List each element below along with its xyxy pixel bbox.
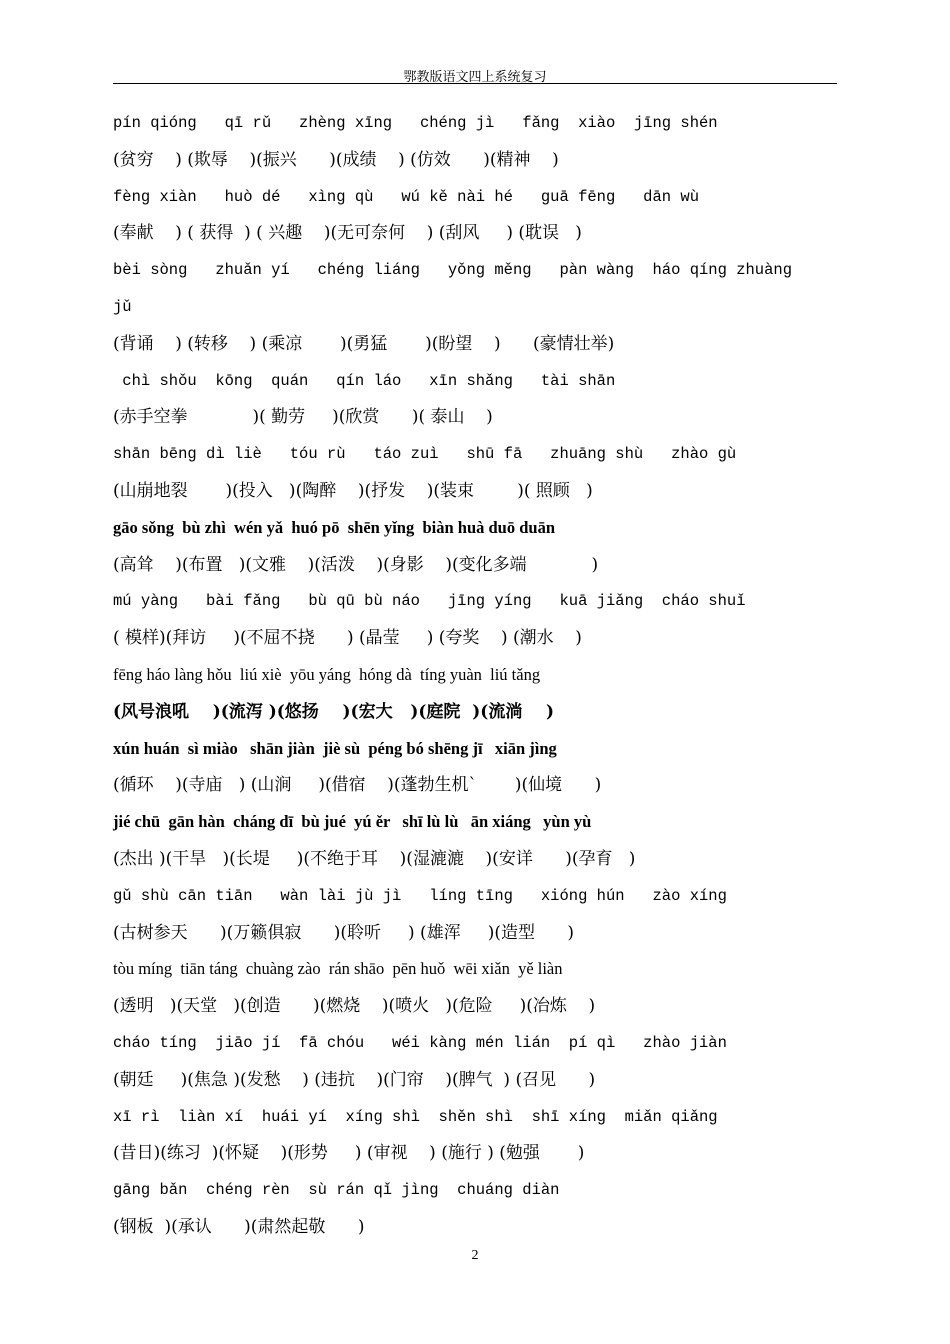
hanzi-line: (杰出 )(干旱 )(长堤 )(不绝于耳 )(湿漉漉 )(安详 )(孕育 )	[113, 849, 636, 869]
pinyin-line: bèi sòng zhuǎn yí chéng liáng yǒng měng pàn wàng háo qíng zhuàng	[113, 261, 793, 279]
hanzi-line: (古树参天 )(万籁俱寂 )(聆听 ) (雄浑 )(造型 )	[113, 923, 575, 943]
pinyin-line: xī rì liàn xí huái yí xíng shì shěn shì shī xíng miǎn qiǎng	[113, 1108, 718, 1126]
pinyin-line: chì shǒu kōng quán qín láo xīn shǎng tài shān	[113, 372, 616, 390]
hanzi-line: (高耸 )(布置 )(文雅 )(活泼 )(身影 )(变化多端 )	[113, 555, 599, 575]
page-header: 鄂教版语文四上系统复习	[403, 70, 547, 85]
pinyin-line: gǔ shù cān tiān wàn lài jù jì líng tīng xióng hún zào xíng	[113, 887, 727, 905]
hanzi-line: (透明 )(天堂 )(创造 )(燃烧 )(喷火 )(危险 )(冶炼 )	[113, 996, 596, 1016]
pinyin-line: shān bēng dì liè tóu rù táo zuì shū fā zhuāng shù zhào gù	[113, 445, 737, 463]
hanzi-line: (奉献 ) ( 获得 ) ( 兴趣 )(无可奈何 ) (刮风 ) (耽误 )	[113, 223, 582, 243]
pinyin-line: gāo sǒng bù zhì wén yǎ huó pō shēn yǐng biàn huà duō duān	[113, 518, 556, 537]
hanzi-line: (贫穷 ) (欺辱 )(振兴 )(成绩 ) (仿效 )(精神 )	[113, 150, 559, 170]
hanzi-line: (山崩地裂 )(投入 )(陶醉 )(抒发 )(装束 )( 照顾 )	[113, 481, 593, 501]
pinyin-line: tòu míng tiān táng chuàng zào rán shāo pēn huǒ wēi xiǎn yě liàn	[113, 959, 563, 978]
hanzi-line: (风号浪吼 )(流泻 )(悠扬 )(宏大 )(庭院 )(流淌 )	[113, 702, 555, 722]
pinyin-line: fèng xiàn huò dé xìng qù wú kě nài hé guā fēng dān wù	[113, 188, 699, 206]
pinyin-line: jǔ	[113, 298, 132, 316]
hanzi-line: (昔日)(练习 )(怀疑 )(形势 ) (审视 ) (施行 ) (勉强 )	[113, 1143, 585, 1163]
pinyin-line: cháo tíng jiāo jí fā chóu wéi kàng mén lián pí qì zhào jiàn	[113, 1034, 727, 1052]
hanzi-line: (背诵 ) (转移 ) (乘凉 )(勇猛 )(盼望 ) (豪情壮举)	[113, 334, 615, 354]
hanzi-line: (循环 )(寺庙 ) (山涧 )(借宿 )(蓬勃生机` )(仙境 )	[113, 775, 602, 795]
hanzi-line: (钢板 )(承认 )(肃然起敬 )	[113, 1217, 365, 1237]
pinyin-line: fēng háo làng hǒu liú xiè yōu yáng hóng dà tíng yuàn liú tǎng	[113, 665, 541, 684]
pinyin-line: jié chū gān hàn cháng dī bù jué yú ěr shī lù lù ān xiáng yùn yù	[113, 812, 592, 831]
pinyin-line: xún huán sì miào shān jiàn jiè sù péng bó shēng jī xiān jìng	[113, 739, 557, 758]
pinyin-line: gāng bǎn chéng rèn sù rán qǐ jìng chuáng diàn	[113, 1181, 560, 1199]
hanzi-line: (赤手空拳 )( 勤劳 )(欣赏 )( 泰山 )	[113, 407, 493, 427]
page-number: 2	[471, 1248, 479, 1263]
hanzi-line: ( 模样)(拜访 )(不屈不挠 ) (晶莹 ) (夸奖 ) (潮水 )	[113, 628, 582, 648]
hanzi-line: (朝廷 )(焦急 )(发愁 ) (违抗 )(门帘 )(脾气 ) (召见 )	[113, 1070, 596, 1090]
header-rule	[113, 83, 837, 84]
pinyin-line: pín qióng qī rǔ zhèng xīng chéng jì fǎng xiào jīng shén	[113, 114, 718, 132]
pinyin-line: mú yàng bài fǎng bù qū bù náo jīng yíng kuā jiǎng cháo shuǐ	[113, 592, 746, 610]
